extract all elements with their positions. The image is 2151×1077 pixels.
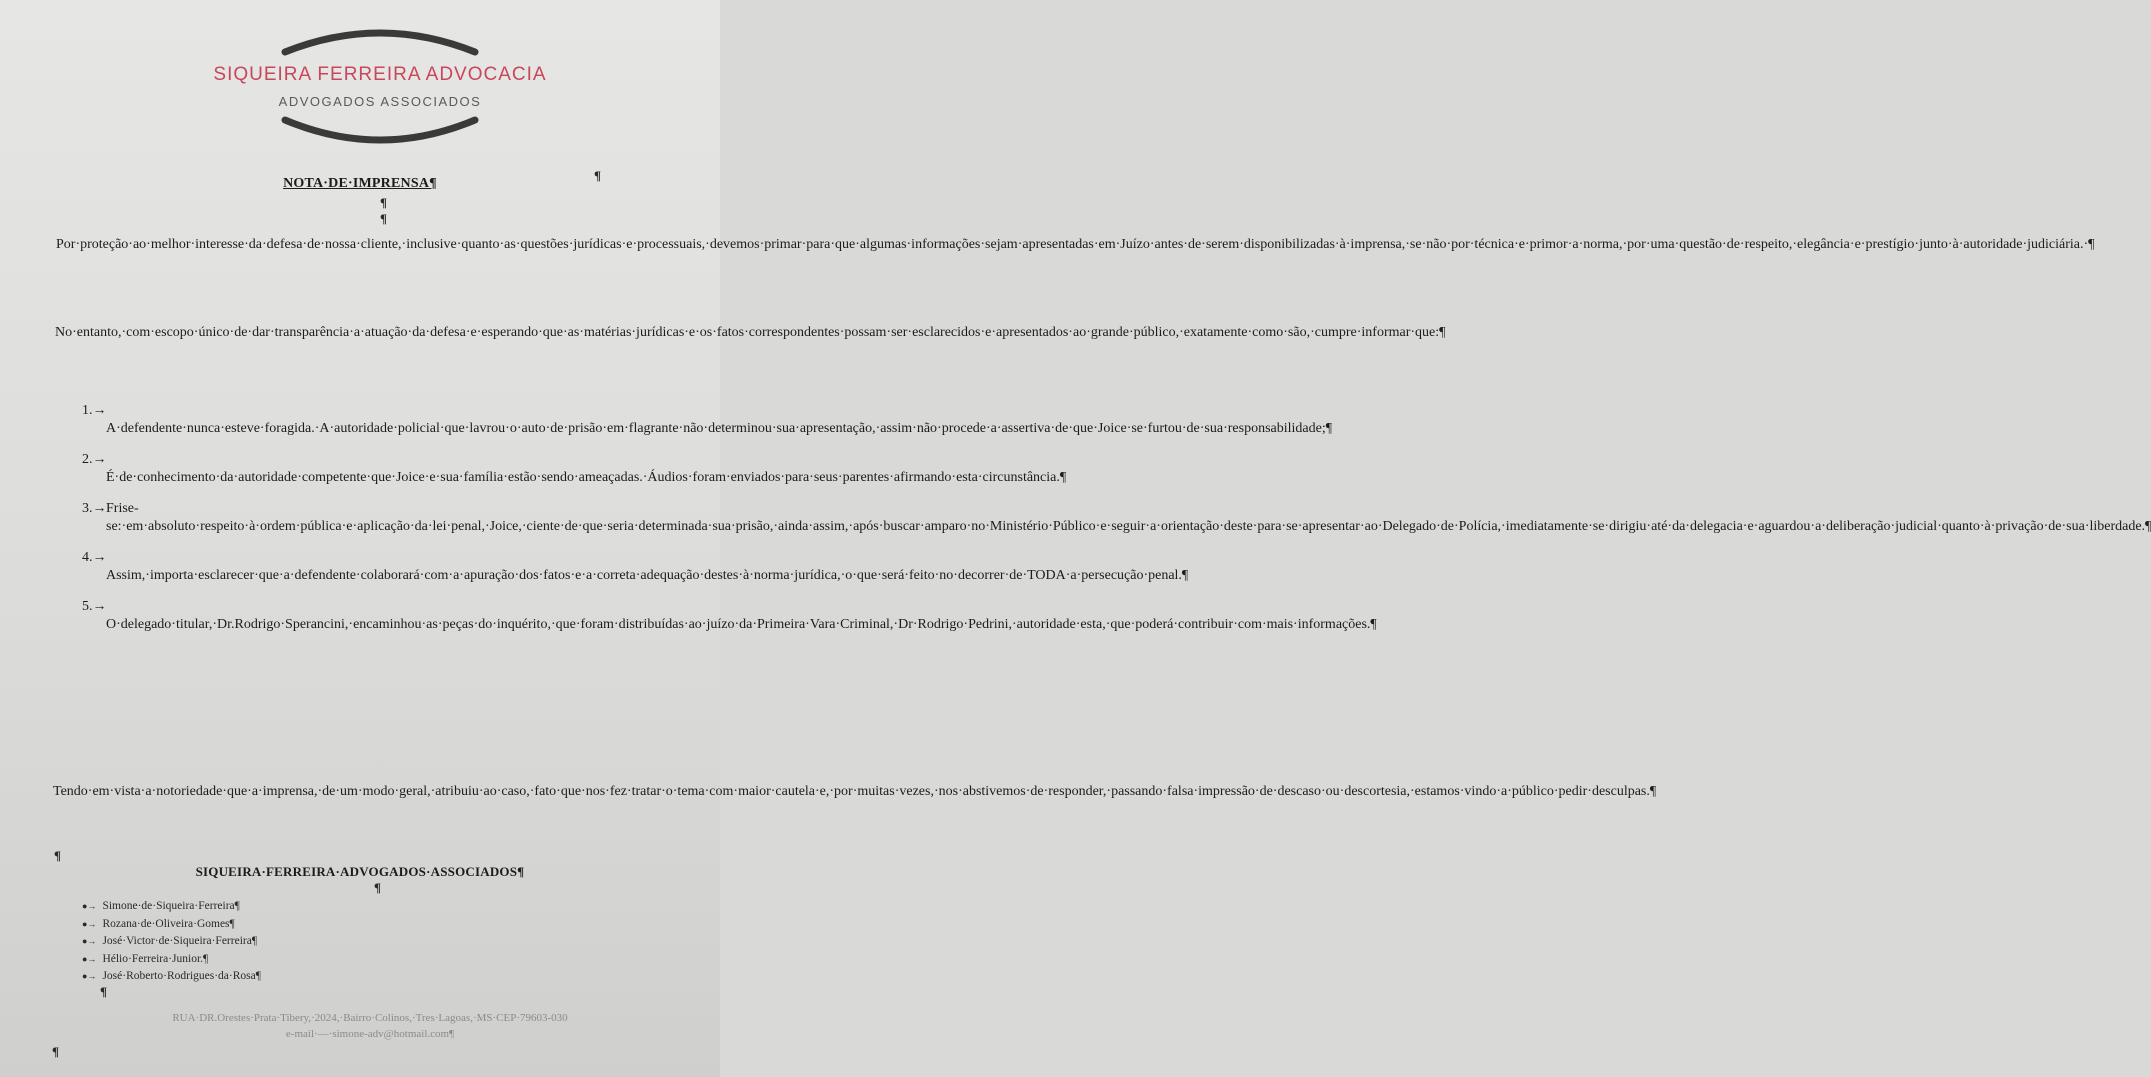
- list-number: 2.→: [82, 452, 107, 467]
- bullet-icon: ●→: [82, 901, 97, 911]
- list-number: 1.→: [82, 403, 107, 418]
- bullet-icon: ●→: [82, 971, 97, 981]
- pilcrow-mark: ¶: [52, 1044, 60, 1059]
- signature-firm: SIQUEIRA·FERREIRA·ADVOGADOS·ASSOCIADOS¶: [195, 864, 525, 879]
- list-number: 5.→: [82, 599, 107, 614]
- lawyer-name: José·Roberto·Rodrigues·da·Rosa¶: [102, 970, 261, 982]
- list-item: [82, 500, 2151, 535]
- list-item: [82, 898, 261, 916]
- list-item: [82, 951, 261, 969]
- document-title: NOTA·DE·IMPRENSA¶: [283, 176, 437, 191]
- list-item: [82, 933, 261, 951]
- lawyer-name: Hélio·Ferreira·Junior.¶: [102, 952, 209, 965]
- list-item: [82, 968, 261, 986]
- pilcrow-mark: ¶: [374, 880, 382, 895]
- list-item: [82, 916, 261, 934]
- lawyer-name: Rozana·de·Oliveira·Gomes¶: [102, 917, 235, 930]
- firm-logo: [150, 18, 610, 148]
- pilcrow-mark: ¶: [380, 195, 388, 210]
- list-text: A·defendente·nunca·esteve·foragida.·A·autoridade·policial·que·lavrou·o·auto·de·prisão·em·flagrante·não·determinou·sua·apresentação,·assim·não·procede·a·assertiva·de·que·Joice·se·furtou·de·sua·responsabilidade;¶: [106, 420, 1333, 436]
- firm-subtitle: ADVOGADOS ASSOCIADOS: [278, 94, 482, 109]
- pilcrow-mark: ¶: [100, 984, 108, 999]
- list-number: 3.→: [82, 501, 107, 516]
- list-item: [82, 598, 1377, 633]
- paragraph-intro: Por·proteção·ao·melhor·interesse·da·defesa·de·nossa·cliente,·inclusive·quanto·as·questões·jurídicas·e·processuais,·devemos·primar·para·que·algumas·informações·sejam·apresentadas·em·Juízo·antes·de·serem·disponibilizadas·à·imprensa,·se·não·por·técnica·e·primor·a·norma,·por·uma·questão·de·respeito,·elegância·e·prestígio·junto·à·autoridade·judiciária.·¶: [56, 237, 2095, 252]
- paragraph-transparency: No·entanto,·com·escopo·único·de·dar·transparência·a·atuação·da·defesa·e·esperando·que·as·matérias·jurídicas·e·os·fatos·correspondentes·possam·ser·esclarecidos·e·apresentados·ao·grande·público,·exatamente·como·são,·cumpre·informar·que:¶: [55, 325, 1446, 340]
- list-item: [82, 451, 1067, 486]
- list-text: O·delegado·titular,·Dr.Rodrigo·Sperancini,·encaminhou·as·peças·do·inquérito,·que·foram·distribuídas·ao·juízo·da·Primeira·Vara·Criminal,·Dr·Rodrigo·Pedrini,·autoridade·esta,·que·poderá·contribuir·com·mais·informações.¶: [106, 616, 1377, 632]
- numbered-list: [82, 402, 2151, 647]
- firm-name: SIQUEIRA FERREIRA ADVOCACIA: [213, 64, 547, 85]
- list-text: Assim,·importa·esclarecer·que·a·defendente·colaborará·com·a·apuração·dos·fatos·e·a·correta·adequação·destes·à·norma·jurídica,·o·que·será·feito·no·decorrer·de·TODA·a·persecução·penal.¶: [106, 567, 1189, 583]
- footer-address: RUA·DR.Orestes·Prata·Tibery,·2024,·Bairro·Colinos,·Tres·Lagoas,·MS·CEP·79603-030: [172, 1012, 568, 1024]
- footer-email: e-mail·—·simone-adv@hotmail.com¶: [285, 1028, 455, 1040]
- pilcrow-mark: ¶: [54, 848, 62, 863]
- list-text: É·de·conhecimento·da·autoridade·competente·que·Joice·e·sua·família·estão·sendo·ameaçadas.·Áudios·foram·enviados·para·seus·parentes·afirmando·esta·circunstância.¶: [106, 469, 1067, 485]
- bullet-icon: ●→: [82, 936, 97, 946]
- lawyer-name: Simone·de·Siqueira·Ferreira¶: [102, 900, 240, 912]
- lawyer-list: [82, 898, 261, 986]
- lawyer-name: José·Victor·de·Siqueira·Ferreira¶: [102, 935, 258, 947]
- list-item: [82, 402, 1333, 437]
- list-item: [82, 549, 1189, 584]
- list-text: Frise-se:·em·absoluto·respeito·à·ordem·pública·e·aplicação·da·lei·penal,·Joice,·ciente·de·que·seria·determinada·sua·prisão,·ainda·assim,·após·buscar·amparo·no·Ministério·Público·e·seguir·a·orientação·deste·para·se·apresentar·ao·Delegado·de·Polícia,·imediatamente·se·dirigiu·até·da·delegacia·e·aguardou·a·deliberação·judicial·quanto·à·privação·de·sua·liberdade.¶: [106, 501, 2151, 534]
- pilcrow-mark: ¶: [380, 211, 388, 226]
- paragraph-apology: Tendo·em·vista·a·notoriedade·que·a·imprensa,·de·um·modo·geral,·atribuiu·ao·caso,·fato·que·nos·fez·tratar·o·tema·com·maior·cautela·e,·por·muitas·vezes,·nos·abstivemos·de·responder,·passando·falsa·impressão·de·descaso·ou·descortesia,·estamos·vindo·a·público·pedir·desculpas.¶: [53, 784, 1657, 799]
- bullet-icon: ●→: [82, 918, 97, 929]
- list-number: 4.→: [82, 550, 107, 565]
- footer-address-block: [90, 1010, 650, 1042]
- bullet-icon: ●→: [82, 953, 97, 964]
- pilcrow-mark: ¶: [594, 168, 602, 183]
